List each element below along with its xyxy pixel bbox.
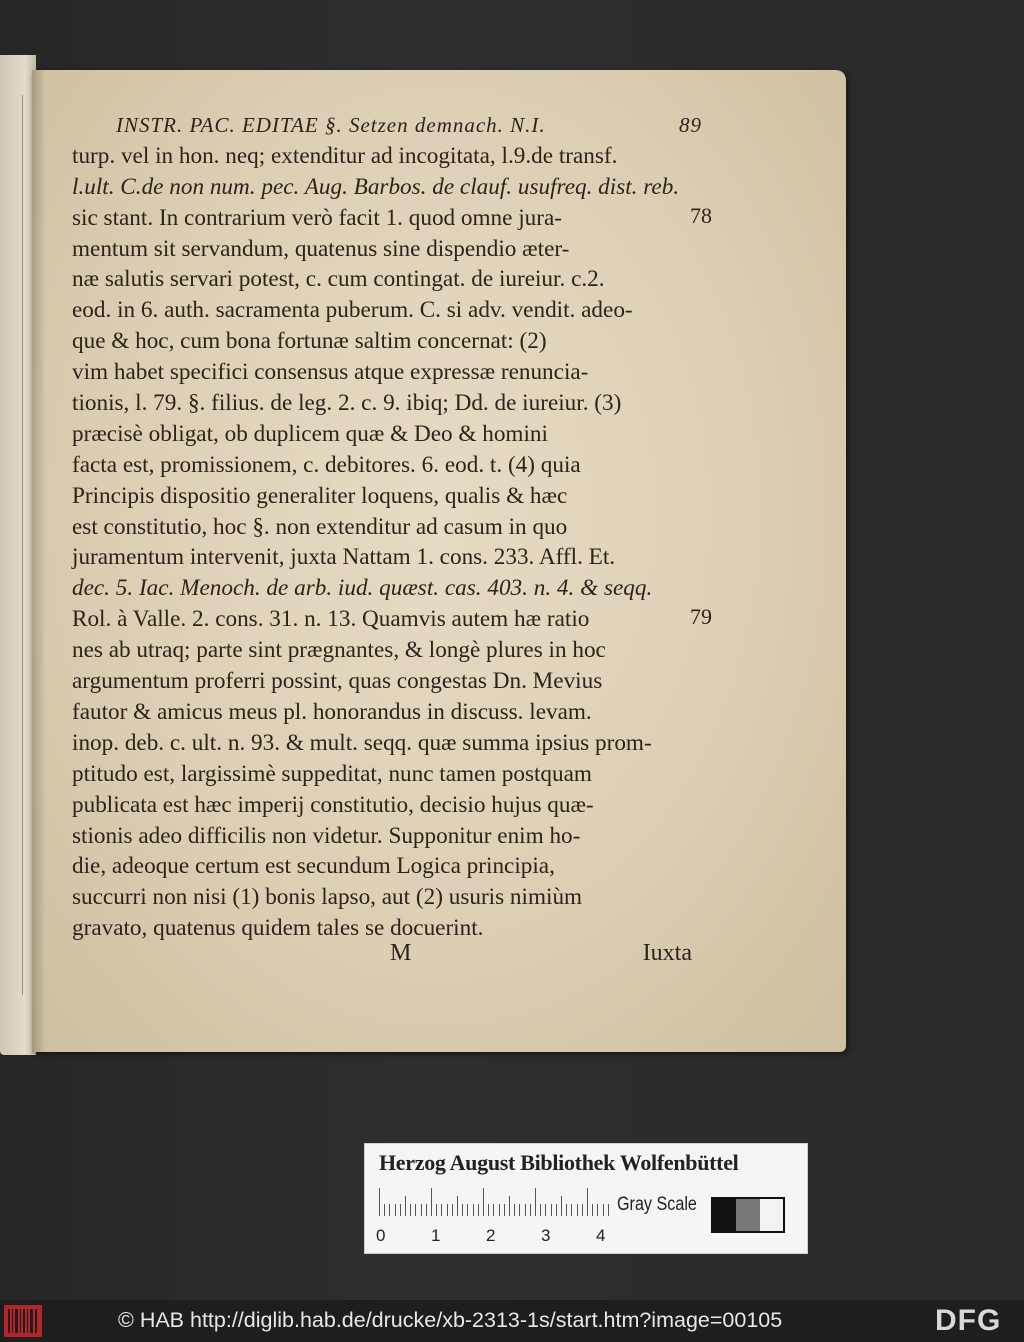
text-line: Principis dispositio generaliter loquens, qualis & hæc <box>72 482 568 509</box>
ruler-tick <box>405 1196 406 1216</box>
ruler-tick <box>582 1204 583 1216</box>
ruler-tick <box>384 1204 385 1216</box>
ruler-tick <box>540 1204 541 1216</box>
text-line: publicata est hæc imperij constitutio, decisio hujus quæ- <box>72 791 594 818</box>
page-text <box>72 110 712 944</box>
ruler-tick <box>592 1204 593 1216</box>
library-name: Herzog August Bibliothek Wolfenbüttel <box>379 1150 739 1175</box>
ruler-tick <box>535 1188 536 1216</box>
text-line: turp. vel in hon. neq; extenditur ad incogitata, l.9.de transf. <box>72 142 618 169</box>
ruler-tick <box>379 1188 380 1216</box>
ruler-tick <box>530 1204 531 1216</box>
text-line: nes ab utraq; parte sint prægnantes, & longè plures in hoc <box>72 637 606 664</box>
gray-patch <box>713 1199 736 1231</box>
ruler-label: 1 <box>431 1226 441 1245</box>
ruler-tick <box>597 1204 598 1216</box>
text-line: præcisè obligat, ob duplicem quæ & Deo & homini <box>72 420 548 447</box>
ruler-tick <box>447 1204 448 1216</box>
hab-barcode-icon <box>4 1305 42 1337</box>
catchword: Iuxta <box>642 940 692 966</box>
ruler-tick <box>483 1188 484 1216</box>
facing-page-edge <box>0 55 36 1055</box>
ruler-label: 4 <box>596 1226 606 1245</box>
text-line: Rol. à Valle. 2. cons. 31. n. 13. Quamvis autem hæ ratio <box>72 606 590 633</box>
gray-scale-label: Gray Scale <box>617 1194 697 1215</box>
ruler-tick <box>441 1204 442 1216</box>
text-line: facta est, promissionem, c. debitores. 6. eod. t. (4) quia <box>72 451 581 478</box>
ruler-tick <box>509 1196 510 1216</box>
gray-patch <box>760 1199 783 1231</box>
ruler-label: 0 <box>376 1226 386 1245</box>
page-number: 89 <box>679 113 702 137</box>
gray-patch <box>736 1199 759 1231</box>
ruler-tick <box>493 1204 494 1216</box>
ruler-tick <box>577 1204 578 1216</box>
footer-bar <box>0 1300 1024 1342</box>
text-line: næ salutis servari potest, c. cum contingat. de iureiur. c.2. <box>72 266 605 293</box>
color-target-card <box>364 1143 808 1254</box>
text-line: juramentum intervenit, juxta Nattam 1. cons. 233. Affl. Et. <box>72 544 616 571</box>
margin-number: 78 <box>690 202 712 228</box>
copyright-url[interactable]: © HAB http://diglib.hab.de/drucke/xb-2313-1s/start.htm?image=00105 <box>118 1308 783 1332</box>
ruler-tick <box>566 1204 567 1216</box>
text-line: que & hoc, cum bona fortunæ saltim concernat: (2) <box>72 328 547 355</box>
ruler-tick <box>514 1204 515 1216</box>
text-line: eod. in 6. auth. sacramenta puberum. C. si adv. vendit. adeo- <box>72 297 633 324</box>
ruler-tick <box>400 1204 401 1216</box>
ruler-tick <box>478 1204 479 1216</box>
ruler-tick <box>452 1204 453 1216</box>
ruler-tick <box>571 1204 572 1216</box>
ruler-tick <box>421 1204 422 1216</box>
ruler-tick <box>436 1204 437 1216</box>
text-line: l.ult. C.de non num. pec. Aug. Barbos. de clauf. usufreq. dist. reb. <box>72 173 680 200</box>
page-edge-line <box>22 95 23 995</box>
ruler-tick <box>415 1204 416 1216</box>
ruler-label: 2 <box>486 1226 496 1245</box>
ruler-tick <box>499 1204 500 1216</box>
ruler-tick <box>603 1204 604 1216</box>
text-line: sic stant. In contrarium verò facit 1. quod omne jura- <box>72 204 563 231</box>
ruler-tick <box>519 1204 520 1216</box>
gray-scale-patches <box>711 1197 785 1233</box>
text-line: est constitutio, hoc §. non extenditur ad casum in quo <box>72 513 568 540</box>
dfg-logo: DFG <box>935 1304 1002 1337</box>
ruler-tick <box>551 1204 552 1216</box>
ruler-tick <box>467 1204 468 1216</box>
text-line: mentum sit servandum, quatenus sine dispendio æter- <box>72 235 570 262</box>
signature-mark: M <box>390 940 412 966</box>
text-line: ptitudo est, largissimè suppeditat, nunc tamen postquam <box>72 760 592 787</box>
ruler-labels <box>376 1226 616 1246</box>
running-head <box>116 110 712 141</box>
ruler-tick <box>410 1204 411 1216</box>
text-lines <box>72 141 712 944</box>
ruler-tick <box>395 1204 396 1216</box>
ruler-tick <box>556 1204 557 1216</box>
ruler-tick <box>488 1204 489 1216</box>
text-line: succurri non nisi (1) bonis lapso, aut (2) usuris nimiùm <box>72 884 583 911</box>
text-line: die, adeoque certum est secundum Logica principia, <box>72 853 555 880</box>
ruler-tick <box>525 1204 526 1216</box>
page-gutter-shadow <box>32 70 46 1052</box>
text-line: gravato, quatenus quidem tales se docuerint. <box>72 915 484 942</box>
ruler-tick <box>389 1204 390 1216</box>
ruler-tick <box>561 1196 562 1216</box>
text-line: tionis, l. 79. §. filius. de leg. 2. c. 9. ibiq; Dd. de iureiur. (3) <box>72 390 622 417</box>
scale-ruler <box>379 1188 607 1216</box>
ruler-tick <box>473 1204 474 1216</box>
ruler-tick <box>587 1188 588 1216</box>
ruler-tick <box>545 1204 546 1216</box>
ruler-tick <box>431 1188 432 1216</box>
text-line: dec. 5. Iac. Menoch. de arb. iud. quæst. cas. 403. n. 4. & seqq. <box>72 575 653 602</box>
margin-number: 79 <box>690 604 712 630</box>
ruler-tick <box>608 1204 609 1216</box>
ruler-tick <box>504 1204 505 1216</box>
text-line: stionis adeo difficilis non videtur. Supponitur enim ho- <box>72 822 581 849</box>
ruler-tick <box>426 1204 427 1216</box>
text-line: argumentum proferri possint, quas congestas Dn. Mevius <box>72 668 603 695</box>
ruler-tick <box>462 1204 463 1216</box>
text-line: inop. deb. c. ult. n. 93. & mult. seqq. quæ summa ipsius prom- <box>72 729 652 756</box>
ruler-tick <box>457 1196 458 1216</box>
ruler-label: 3 <box>541 1226 551 1245</box>
text-line: fautor & amicus meus pl. honorandus in discuss. levam. <box>72 698 592 725</box>
page-footer-row <box>72 940 692 972</box>
running-head-title: INSTR. PAC. EDITAE §. Setzen demnach. N.I. <box>116 113 546 137</box>
text-line: vim habet specifici consensus atque expressæ renuncia- <box>72 359 589 386</box>
